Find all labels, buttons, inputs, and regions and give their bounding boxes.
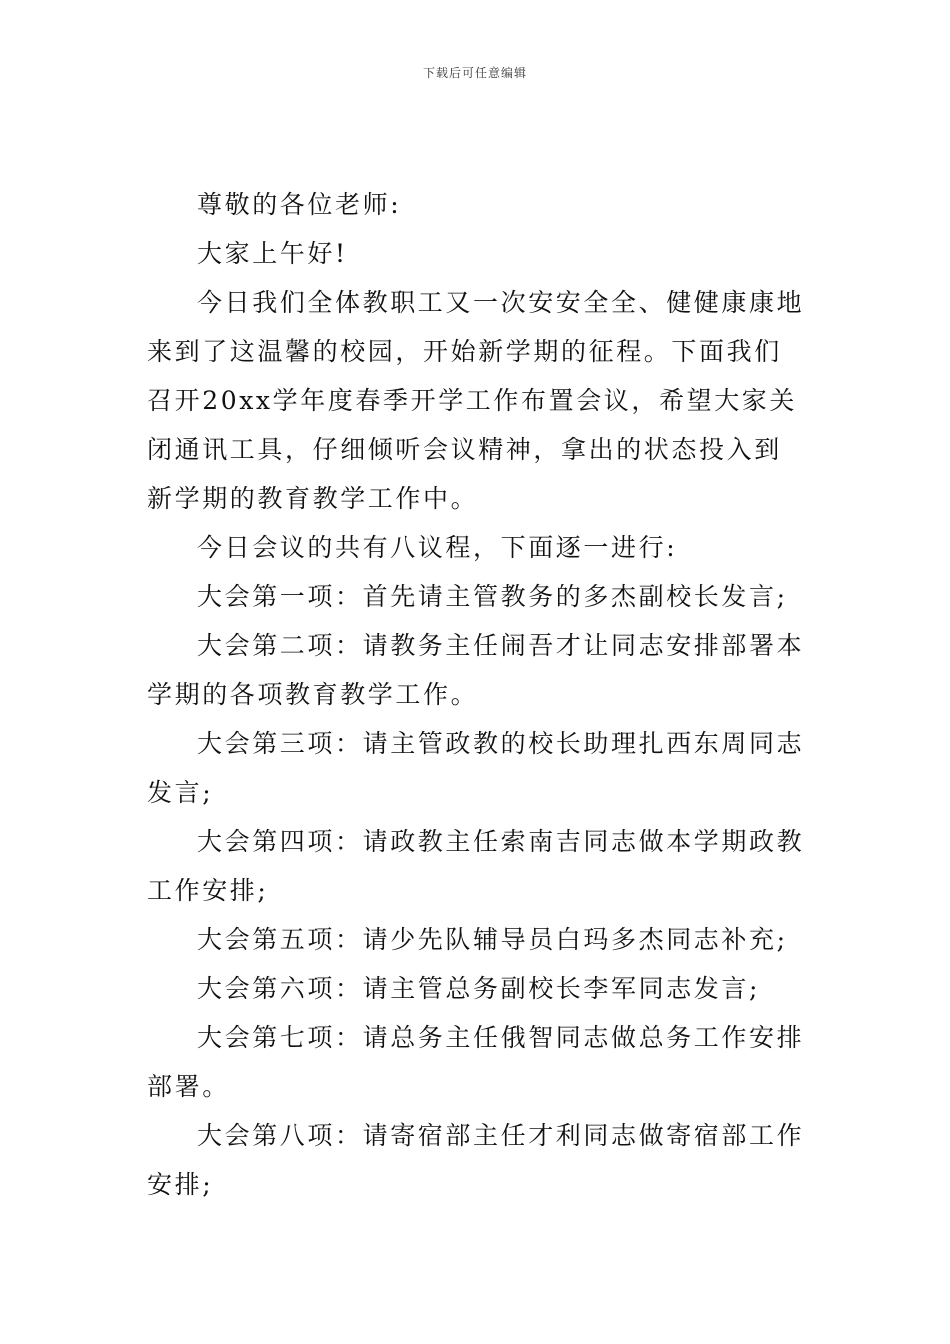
agenda-item-2: 大会第二项：请教务主任闹吾才让同志安排部署本学期的各项教育教学工作。 xyxy=(147,631,805,709)
agenda-item-3: 大会第三项：请主管政教的校长助理扎西东周同志发言; xyxy=(147,729,805,807)
salutation: 尊敬的各位老师: xyxy=(197,190,402,219)
agenda-item-7: 大会第七项：请总务主任俄智同志做总务工作安排部署。 xyxy=(147,1023,805,1101)
document-body xyxy=(147,180,807,1209)
greeting: 大家上午好! xyxy=(197,239,348,268)
agenda-intro: 今日会议的共有八议程，下面逐一进行: xyxy=(197,533,678,562)
page-header: 下载后可任意编辑 xyxy=(422,66,527,80)
agenda-item-4: 大会第四项：请政教主任索南吉同志做本学期政教工作安排; xyxy=(147,827,805,905)
agenda-item-8: 大会第八项：请寄宿部主任才利同志做寄宿部工作安排; xyxy=(147,1121,805,1199)
agenda-item-5: 大会第五项：请少先队辅导员白玛多杰同志补充; xyxy=(197,925,788,954)
opening-paragraph: 今日我们全体教职工又一次安安全全、健健康康地来到了这温馨的校园，开始新学期的征程。下面我们召开20xx学年度春季开学工作布置会议，希望大家关闭通讯工具，仔细倾听会议精神，拿出的状态投入到新学期的教育教学工作中。 xyxy=(147,288,805,513)
agenda-item-1: 大会第一项：首先请主管教务的多杰副校长发言; xyxy=(197,582,788,611)
agenda-item-6: 大会第六项：请主管总务副校长李军同志发言; xyxy=(197,974,761,1003)
